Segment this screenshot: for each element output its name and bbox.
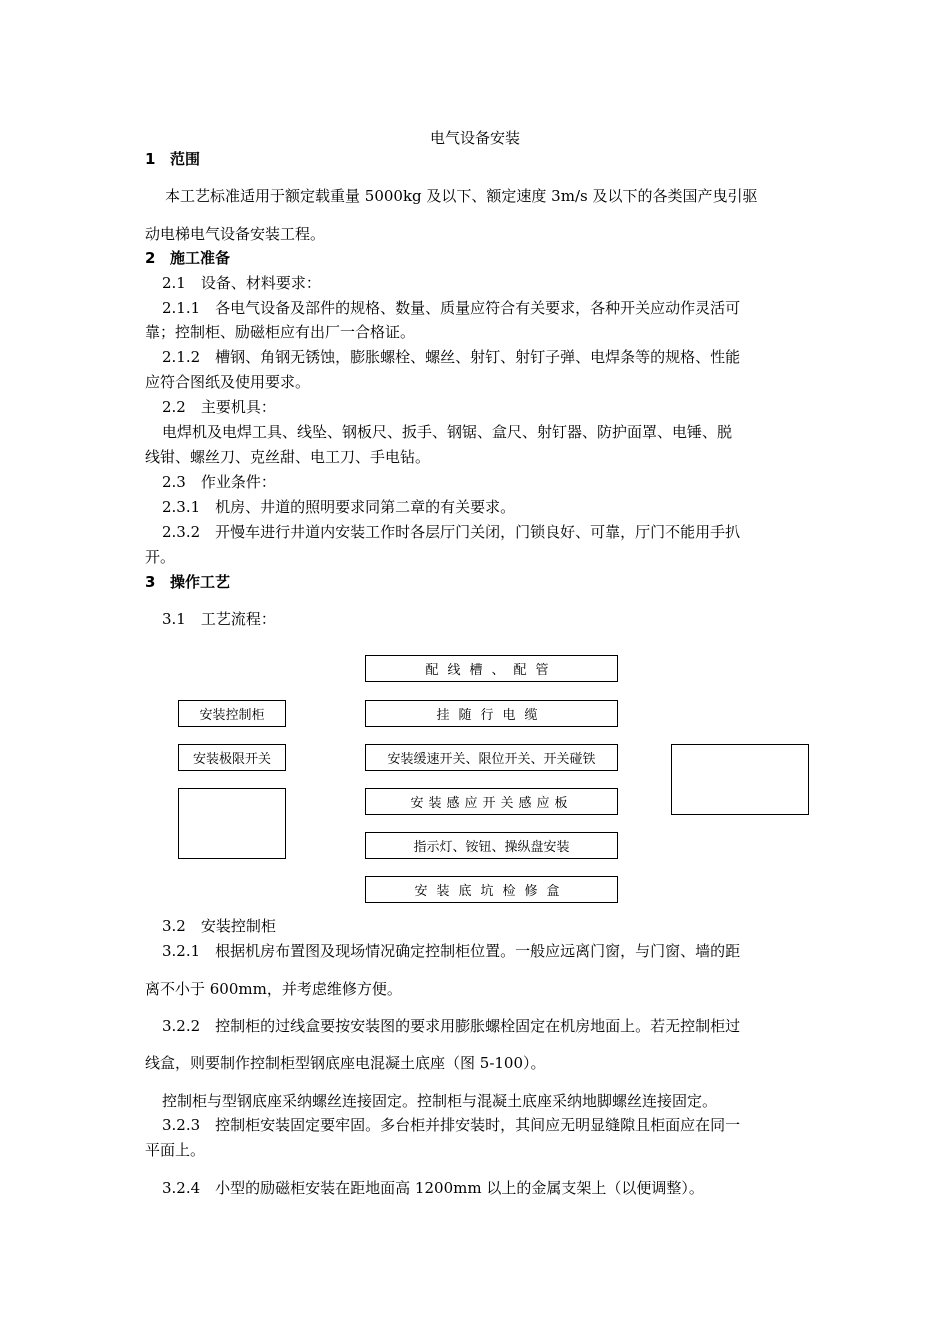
paragraph: 平面上。 xyxy=(145,1141,206,1159)
section-2-title: 施工准备 xyxy=(170,249,231,267)
subsection-heading: 2.3 作业条件： xyxy=(162,473,276,491)
paragraph: 控制柜与型钢底座采纳螺丝连接固定。控制柜与混凝土底座采纳地脚螺丝连接固定。 xyxy=(162,1092,718,1110)
paragraph: 3.2.4 小型的励磁柜安装在距地面高 1200mm 以上的金属支架上（以便调整）。 xyxy=(162,1179,704,1197)
flow-box-sensor-plate: 安装感应开关感应板 xyxy=(365,788,618,815)
paragraph: 开。 xyxy=(145,548,176,566)
flow-box-empty-left xyxy=(178,788,286,859)
paragraph: 动电梯电气设备安装工程。 xyxy=(145,225,326,243)
document-title: 电气设备安装 xyxy=(429,129,520,147)
section-3-title: 操作工艺 xyxy=(170,573,231,591)
paragraph: 3.2.1 根据机房布置图及现场情况确定控制柜位置。一般应远离门窗，与门窗、墙的距 xyxy=(162,942,741,960)
section-1-number: 1 xyxy=(145,150,156,168)
paragraph: 线盒，则要制作控制柜型钢底座电混凝土底座（图 5-100）。 xyxy=(145,1054,546,1072)
subsection-heading: 2.2 主要机具： xyxy=(162,398,276,416)
flow-box-wiring-trough: 配线槽、配管 xyxy=(365,655,618,682)
flow-box-control-cabinet: 安装控制柜 xyxy=(178,700,286,727)
paragraph: 线钳、螺丝刀、克丝甜、电工刀、手电钻。 xyxy=(145,448,431,466)
section-2-number: 2 xyxy=(145,249,156,267)
paragraph: 应符合图纸及使用要求。 xyxy=(145,373,311,391)
section-1-title: 范围 xyxy=(170,150,201,168)
flow-box-traveling-cable: 挂随行电缆 xyxy=(365,700,618,727)
paragraph: 3.2.2 控制柜的过线盒要按安装图的要求用膨胀螺栓固定在机房地面上。若无控制柜过 xyxy=(162,1017,741,1035)
paragraph: 离不小于 600mm，并考虑维修方便。 xyxy=(145,980,402,998)
paragraph: 2.3.1 机房、井道的照明要求同第二章的有关要求。 xyxy=(162,498,516,516)
paragraph: 靠；控制柜、励磁柜应有出厂一合格证。 xyxy=(145,323,416,341)
flow-box-indicator-panel: 指示灯、铵钮、操纵盘安装 xyxy=(365,832,618,859)
paragraph: 2.1.1 各电气设备及部件的规格、数量、质量应符合有关要求，各种开关应动作灵活可 xyxy=(162,299,741,317)
flow-box-pit-inspection-box: 安装底坑检修盒 xyxy=(365,876,618,903)
flow-box-empty-right xyxy=(671,744,809,815)
subsection-heading: 3.1 工艺流程： xyxy=(162,610,276,628)
flow-box-limit-switch: 安装极限开关 xyxy=(178,744,286,771)
subsection-heading: 2.1 设备、材料要求： xyxy=(162,274,321,292)
paragraph: 2.1.2 槽钢、角钢无锈蚀，膨胀螺栓、螺丝、射钉、射钉子弹、电焊条等的规格、性能 xyxy=(162,348,741,366)
flow-box-slowdown-switch: 安装缓速开关、限位开关、开关碰铁 xyxy=(365,744,618,771)
paragraph: 3.2.3 控制柜安装固定要牢固。多台柜并排安装时，其间应无明显缝隙且柜面应在同一 xyxy=(162,1116,741,1134)
paragraph: 电焊机及电焊工具、线坠、钢板尺、扳手、钢锯、盒尺、射钉器、防护面罩、电锤、脱 xyxy=(162,423,733,441)
paragraph: 2.3.2 开慢车进行井道内安装工作时各层厅门关闭，门锁良好、可靠，厅门不能用手扒 xyxy=(162,523,741,541)
subsection-heading: 3.2 安装控制柜 xyxy=(162,917,276,935)
paragraph: 本工艺标准适用于额定载重量 5000kg 及以下、额定速度 3m/s 及以下的各类国产曳引驱 xyxy=(165,187,758,205)
section-3-number: 3 xyxy=(145,573,156,591)
